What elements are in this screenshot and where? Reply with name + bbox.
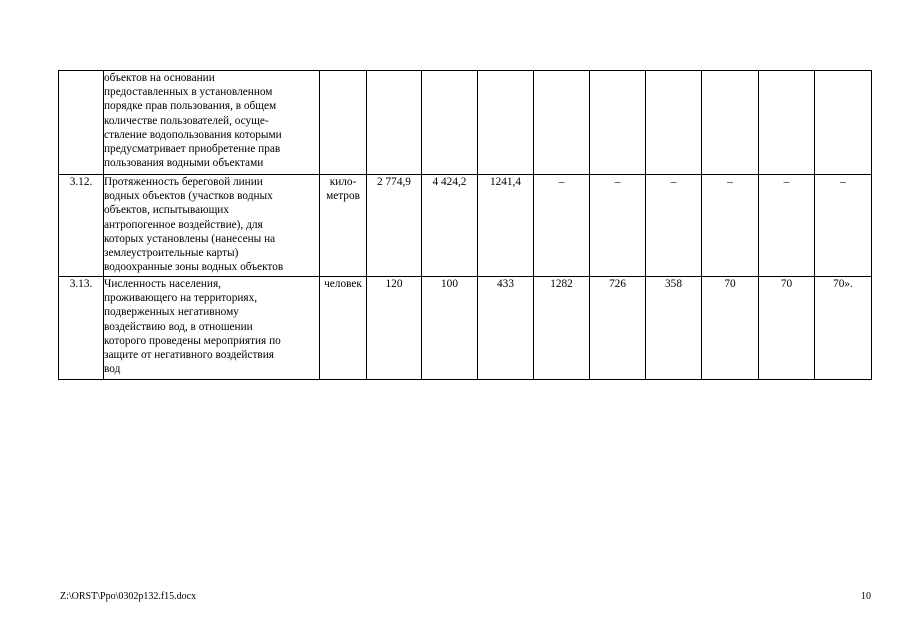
value-cell: – [759, 175, 815, 277]
unit-line: человек [324, 278, 362, 290]
description-line: ствление водопользования которыми [104, 128, 282, 141]
value-cell: – [646, 175, 702, 277]
description-line: проживающего на территориях, [104, 292, 258, 305]
value-cell [646, 71, 702, 175]
value-cell: 433 [478, 277, 534, 380]
description-line: вод [104, 363, 121, 376]
unit-line: кило- [329, 176, 357, 188]
table-row [59, 71, 872, 175]
description-line: пользования водными объектами [104, 157, 264, 170]
row-description [104, 71, 320, 175]
value-cell [815, 71, 872, 175]
description-line: подверженных негативному [104, 306, 239, 319]
row-number: 3.13. [59, 277, 104, 380]
value-cell [478, 71, 534, 175]
description-line: порядке прав пользования, в общем [104, 100, 277, 113]
description-line: землеустроительные карты) [104, 247, 239, 260]
value-cell: 70 [702, 277, 759, 380]
row-unit [320, 175, 367, 277]
value-cell: 70». [815, 277, 872, 380]
table-row [59, 175, 872, 277]
description-line: Протяженность береговой линии [104, 176, 263, 188]
value-cell: 100 [422, 277, 478, 380]
description-line: объектов на основании [104, 72, 215, 84]
description-line: водоохранные зоны водных объектов [104, 261, 284, 274]
description-line: Численность населения, [104, 278, 221, 290]
value-cell: – [815, 175, 872, 277]
value-cell [422, 71, 478, 175]
description-line: которых установлены (нанесены на [104, 232, 276, 245]
row-number [59, 71, 104, 175]
description-line: предоставленных в установленном [104, 86, 273, 99]
value-cell: 358 [646, 277, 702, 380]
value-cell: 4 424,2 [422, 175, 478, 277]
value-cell: 726 [590, 277, 646, 380]
value-cell [702, 71, 759, 175]
row-description [104, 277, 320, 380]
value-cell: 2 774,9 [367, 175, 422, 277]
row-number: 3.12. [59, 175, 104, 277]
value-cell [367, 71, 422, 175]
value-cell: 1241,4 [478, 175, 534, 277]
value-cell [759, 71, 815, 175]
document-table [58, 70, 872, 380]
description-line: воздействию вод, в отношении [104, 320, 253, 333]
value-cell: 1282 [534, 277, 590, 380]
value-cell [590, 71, 646, 175]
value-cell: – [534, 175, 590, 277]
row-description [104, 175, 320, 277]
row-unit [320, 71, 367, 175]
value-cell: 70 [759, 277, 815, 380]
description-line: защите от негативного воздействия [104, 349, 275, 362]
page-number: 10 [861, 591, 871, 602]
description-line: объектов, испытывающих [104, 204, 229, 217]
value-cell: 120 [367, 277, 422, 380]
description-line: водных объектов (участков водных [104, 190, 273, 203]
value-cell: – [702, 175, 759, 277]
description-line: которого проведены мероприятия по [104, 334, 281, 347]
value-cell: – [590, 175, 646, 277]
description-line: предусматривает приобретение прав [104, 143, 281, 156]
table-row [59, 277, 872, 380]
row-unit [320, 277, 367, 380]
unit-line: метров [326, 190, 360, 203]
footer-file-path: Z:\ORST\Ppo\0302p132.f15.docx [60, 591, 197, 602]
description-line: антропогенное воздействие), для [104, 218, 263, 231]
description-line: количестве пользователей, осуще- [104, 114, 269, 127]
value-cell [534, 71, 590, 175]
